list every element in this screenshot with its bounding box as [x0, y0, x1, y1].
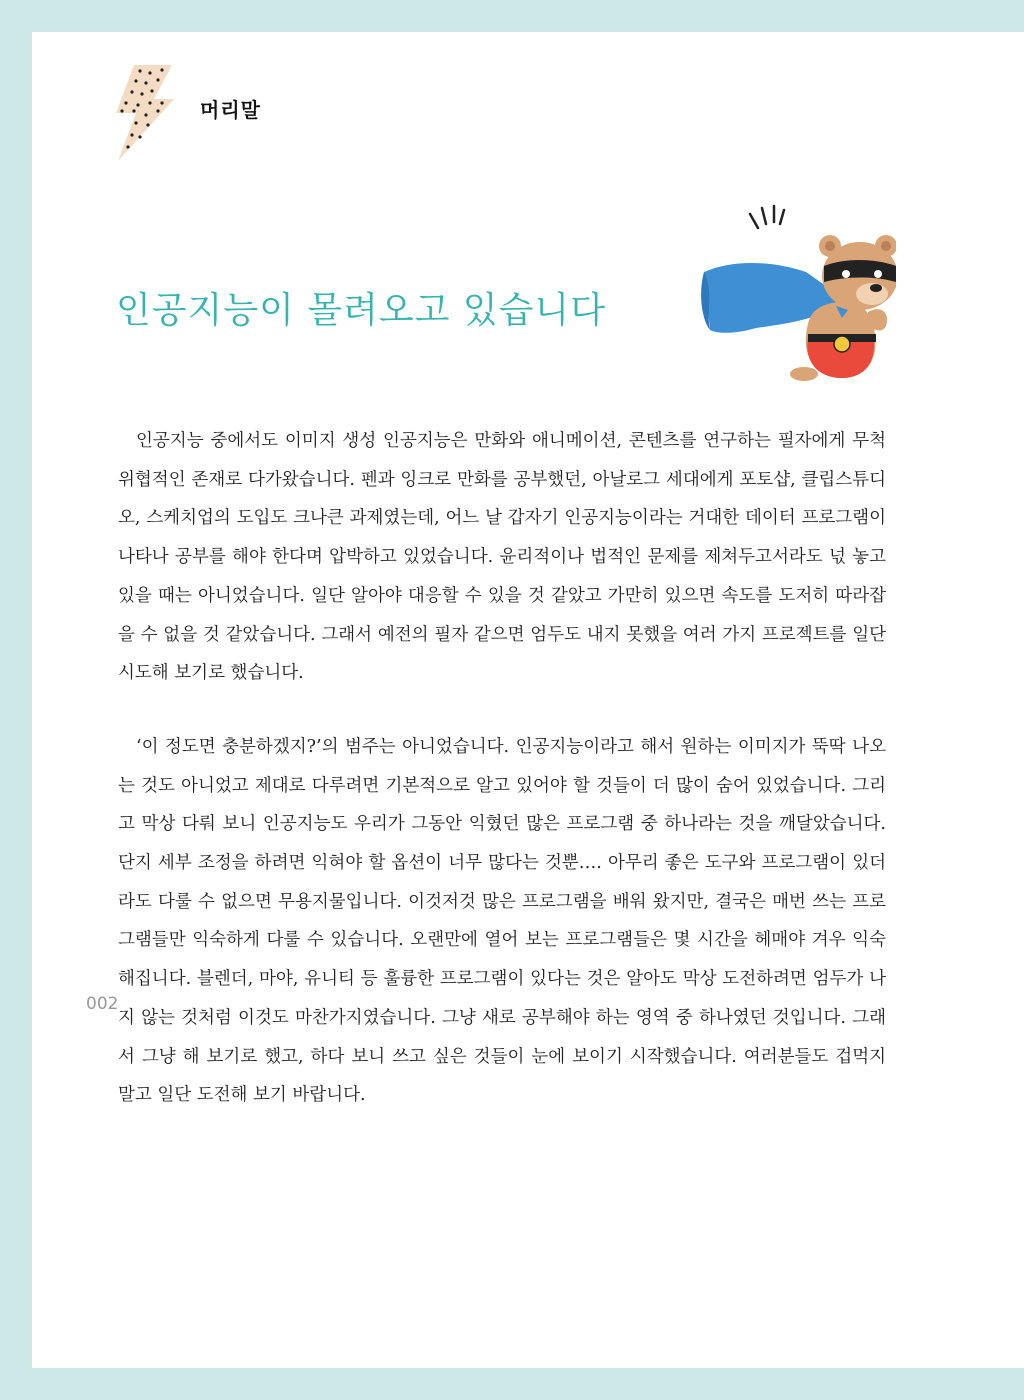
section-label: 머리말 [200, 98, 261, 122]
superhero-bear-illustration [696, 202, 896, 392]
preface-body [118, 422, 886, 1150]
page-title: 인공지능이 몰려오고 있습니다 [116, 290, 606, 331]
paragraph-2: ‘이 정도면 충분하겠지?’의 범주는 아니었습니다. 인공지능이라고 해서 원하는 이미지가 뚝딱 나오는 것도 아니었고 제대로 다루려면 기본적으로 알고 있어야 할 것들이 더 많이 숨어 있었습니다. 그리고 막상 다뤄 보니 인공지능도 우리가 그동안 익혔던 많은 프로그램 중 하나라는 것을 깨달았습니다. 단지 세부 조정을 하려면 익혀야 할 옵션이 너무 많다는 것뿐…. 아무리 좋은 도구와 프로그램이 있더라도 다룰 수 없으면 무용지물입니다. 이것저것 많은 프로그램을 배워 왔지만, 결국은 매번 쓰는 프로그램들만 익숙하게 다룰 수 있습니다. 오랜만에 열어 보는 프로그램들은 몇 시간을 헤매야 겨우 익숙해집니다. 블렌더, 마야, 유니티 등 훌륭한 프로그램이 있다는 것은 알아도 막상 도전하려면 엄두가 나지 않는 것처럼 이것도 마찬가지였습니다. 그냥 새로 공부해야 하는 영역 중 하나였던 것입니다. 그래서 그냥 해 보기로 했고, 하다 보니 쓰고 싶은 것들이 눈에 보이기 시작했습니다. 여러분들도 겁먹지 말고 일단 도전해 보기 바랍니다. [118, 736, 886, 1106]
page [32, 32, 1024, 1368]
paragraph-1: 인공지능 중에서도 이미지 생성 인공지능은 만화와 애니메이션, 콘텐츠를 연구하는 필자에게 무척 위협적인 존재로 다가왔습니다. 펜과 잉크로 만화를 공부했던, 아날로그 세대에게 포토샵, 클립스튜디오, 스케치업의 도입도 크나큰 과제였는데, 어느 날 갑자기 인공지능이라는 거대한 데이터 프로그램이 나타나 공부를 해야 한다며 압박하고 있었습니다. 윤리적이나 법적인 문제를 제쳐두고서라도 넋 놓고 있을 때는 아니었습니다. 일단 알아야 대응할 수 있을 것 같았고 가만히 있으면 속도를 도저히 따라잡을 수 없을 것 같았습니다. 그래서 예전의 필자 같으면 엄두도 내지 못했을 여러 가지 프로젝트를 일단 시도해 보기로 했습니다. [118, 431, 886, 684]
page-number: 002 [86, 994, 119, 1014]
lightning-bolt-icon [114, 65, 174, 161]
